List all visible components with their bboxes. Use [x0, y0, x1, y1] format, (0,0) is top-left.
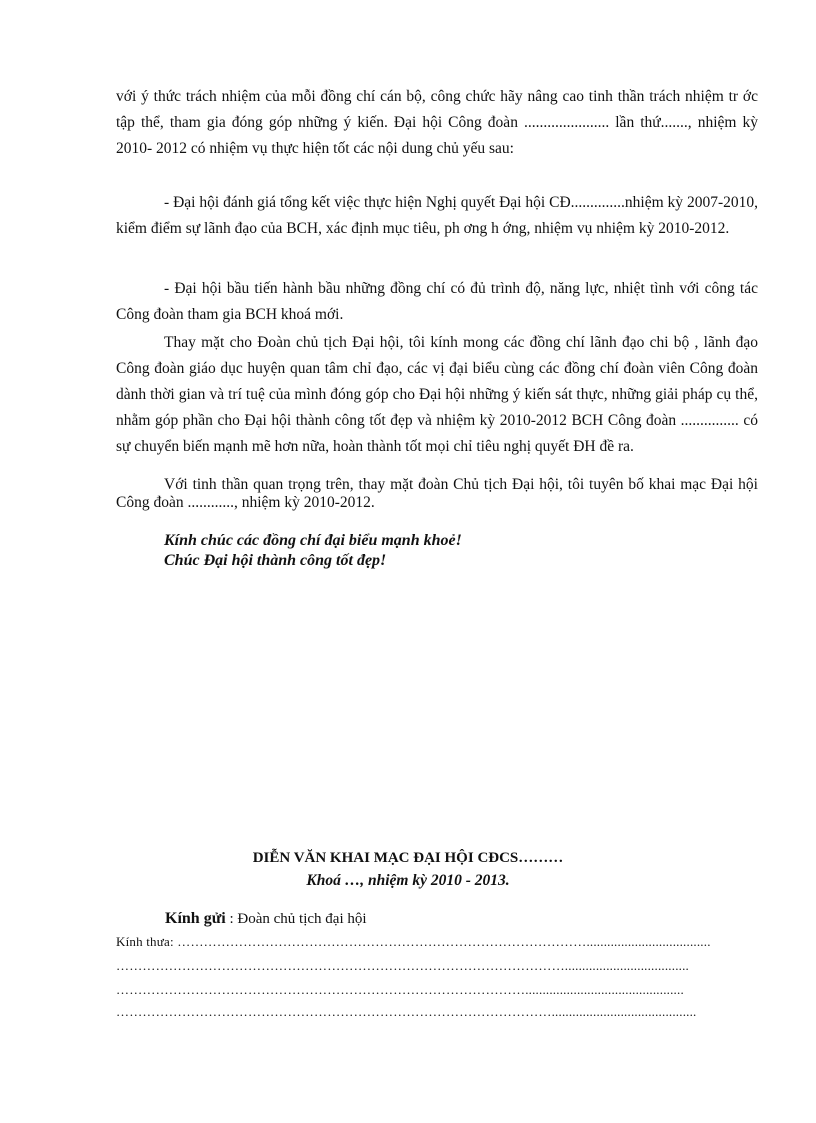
paragraph-appeal: Thay mặt cho Đoàn chủ tịch Đại hội, tôi kính mong các đồng chí lãnh đạo chi bộ , lãnh đạo Công đoàn giáo dục huyện quan tâm chỉ đạo, các vị đại biểu cùng các đồng chí đoàn viên Công đoàn dành thời gian và trí tuệ của mình đóng góp cho Đại hội những ý kiến sát thực, những giải pháp cụ thể, nhằm góp phần cho Đại hội thành công tốt đẹp và nhiệm kỳ 2010-2012 BCH Công đoàn ............... có sự chuyển biến mạnh mẽ hơn nữa, hoàn thành tốt mọi chỉ tiêu nghị quyết ĐH đề ra.	[116, 334, 758, 455]
salutation-text: : Đoàn chủ tịch đại hội	[229, 911, 367, 927]
closing-wish-health: Kính chúc các đồng chí đại biểu mạnh khoẻ!	[164, 532, 462, 549]
speech-subtitle: Khoá …, nhiệm kỳ 2010 - 2013.	[306, 872, 510, 889]
salutation-kinh-thua-line: Kính thưa: …………………………………………………………………………………....................................	[116, 934, 711, 949]
salutation-recipient	[165, 910, 367, 928]
paragraph-declaration: Với tinh thần quan trọng trên, thay mặt đoàn Chủ tịch Đại hội, tôi tuyên bố khai mạc Đại hội Công đoàn ............, nhiệm kỳ 2010-2012.	[116, 476, 758, 511]
speech-title: DIỄN VĂN KHAI MẠC ĐẠI HỘI CĐCS………	[252, 850, 564, 866]
paragraph-intro: với ý thức trách nhiệm của mỗi đồng chí cán bộ, công chức hãy nâng cao tinh thần trách nhiệm tr ớc tập thể, tham gia đóng góp những ý kiến. Đại hội Công đoàn ...................... lần thứ......., nhiệm kỳ 2010- 2012 có nhiệm vụ thực hiện tốt các nội dung chủ yếu sau:	[116, 88, 758, 157]
dotted-line: ………………………………………………………………………………………..........................................	[116, 1004, 697, 1019]
dotted-line: …………………………………………………………………………………………....................................	[116, 958, 689, 973]
dotted-line: …………………………………………………………………………………..............................................	[116, 982, 684, 997]
salutation-label: Kính gửi	[165, 910, 226, 927]
paragraph-task-2: - Đại hội bầu tiến hành bầu những đồng chí có đủ trình độ, năng lực, nhiệt tình với công tác Công đoàn tham gia BCH khoá mới.	[116, 280, 758, 323]
paragraph-task-1: - Đại hội đánh giá tổng kết việc thực hiện Nghị quyết Đại hội CĐ..............nhiệm kỳ 2007-2010, kiểm điểm sự lãnh đạo của BCH, xác định mục tiêu, ph ơng h ớng, nhiệm vụ nhiệm kỳ 2010-2012.	[116, 194, 758, 237]
closing-wish-success: Chúc Đại hội thành công tốt đẹp!	[164, 552, 387, 569]
